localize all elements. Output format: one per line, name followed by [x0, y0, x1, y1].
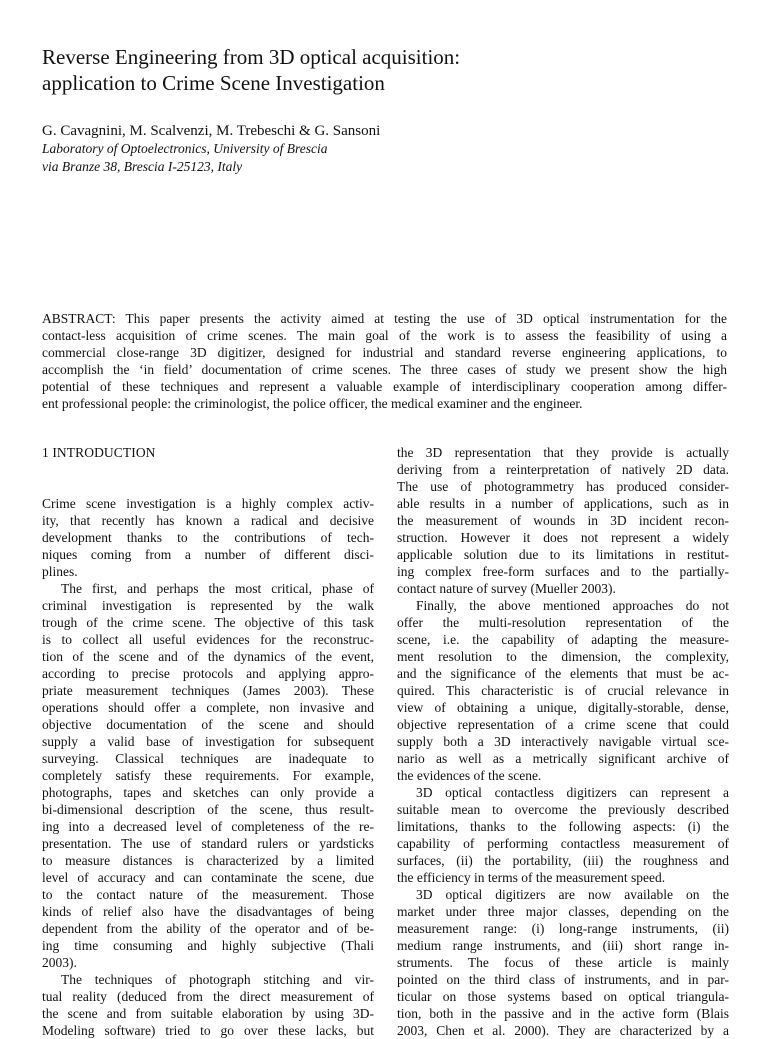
- body-line: struments. The focus of these article is mainly: [397, 955, 729, 970]
- body-line: Modeling software) tried to go over these lacks, but: [42, 1023, 374, 1038]
- body-line: supply a valid base of investigation for subsequent: [42, 734, 374, 749]
- body-line: bi-dimensional description of the scene, thus result-: [42, 802, 374, 817]
- body-line: kinds of relief also have the disadvantages of being: [42, 904, 374, 919]
- body-line: niques coming from a number of different disci-: [42, 547, 374, 562]
- body-line: completely satisfy these requirements. For example,: [42, 768, 374, 783]
- affiliation-line: via Branze 38, Brescia I-25123, Italy: [42, 158, 243, 174]
- body-line: ing complex free-form surfaces and to the partially-: [397, 564, 729, 579]
- right-column: [397, 444, 729, 1039]
- body-line: contact nature of survey (Mueller 2003).: [397, 581, 616, 596]
- heading-spacer: [42, 461, 374, 495]
- body-line: 3D optical contactless digitizers can represent a: [416, 785, 729, 800]
- abstract-line: ent professional people: the criminologist, the police officer, the medical examiner and the engineer.: [42, 396, 583, 411]
- section-heading: 1 INTRODUCTION: [42, 445, 156, 460]
- body-line: Crime scene investigation is a highly complex activ-: [42, 496, 374, 511]
- body-line: The use of photogrammetry has produced consider-: [397, 479, 729, 494]
- body-line: the 3D representation that they provide is actually: [397, 445, 729, 460]
- body-line: presentation. The use of standard rulers or yardsticks: [42, 836, 374, 851]
- body-line: ity, that recently has known a radical and decisive: [42, 513, 374, 528]
- body-line: capability of performing contactless measurement of: [397, 836, 729, 851]
- body-line: struction. However it does not represent a widely: [397, 530, 729, 545]
- author-list: G. Cavagnini, M. Scalvenzi, M. Trebeschi & G. Sansoni: [42, 123, 381, 139]
- body-line: 3D optical digitizers are now available on the: [416, 887, 729, 902]
- body-line: plines.: [42, 564, 78, 579]
- body-line: Finally, the above mentioned approaches do not: [416, 598, 729, 613]
- body-line: surfaces, (ii) the portability, (iii) the roughness and: [397, 853, 729, 868]
- body-line: deriving from a reinterpretation of natively 2D data.: [397, 462, 729, 477]
- body-line: able results in a number of applications, such as in: [397, 496, 729, 511]
- body-line: supply both a 3D interactively navigable virtual sce-: [397, 734, 729, 749]
- body-line: medium range instruments, and (iii) short range in-: [397, 938, 729, 953]
- body-line: according to precise protocols and applying appro-: [42, 666, 374, 681]
- abstract: [42, 310, 727, 412]
- body-line: tion, both in the passive and in the active form (Blais: [397, 1006, 729, 1021]
- body-line: the measurement of wounds in 3D incident recon-: [397, 513, 729, 528]
- body-line: surveying. Classical techniques are inadequate to: [42, 751, 374, 766]
- body-line: limitations, thanks to the following aspects: (i) the: [397, 819, 729, 834]
- paper-title: [42, 44, 722, 96]
- body-line: development thanks to the contributions of tech-: [42, 530, 374, 545]
- body-line: criminal investigation is represented by the walk: [42, 598, 374, 613]
- body-line: objective representation of a crime scene that could: [397, 717, 729, 732]
- body-line: dependent from the ability of the operator and of be-: [42, 921, 374, 936]
- abstract-line: accomplish the ‘in field’ documentation of crime scenes. The three cases of study we present show the high: [42, 362, 727, 377]
- body-line: 2003, Chen et al. 2000). They are characterized by a: [397, 1023, 729, 1038]
- body-line: tion of the scene and of the dynamics of the event,: [42, 649, 374, 664]
- body-line: pointed on the third class of instruments, and in par-: [397, 972, 729, 987]
- body-line: nario as well as a metrically significant archive of: [397, 751, 729, 766]
- body-line: trough of the crime scene. The objective of this task: [42, 615, 374, 630]
- body-line: tual reality (deduced from the direct measurement of: [42, 989, 374, 1004]
- body-line: objective documentation of the scene and should: [42, 717, 374, 732]
- body-line: ticular on those systems based on optical triangula-: [397, 989, 729, 1004]
- abstract-line: contact-less acquisition of crime scenes. The main goal of the work is to assess the feasibility of using a: [42, 328, 727, 343]
- body-line: to measure distances is characterized by a limited: [42, 853, 374, 868]
- body-line: The techniques of photograph stitching and vir-: [61, 972, 374, 987]
- title-line: Reverse Engineering from 3D optical acquisition:: [42, 45, 461, 69]
- body-line: and the significance of the elements that must be ac-: [397, 666, 729, 681]
- affiliation: [42, 140, 722, 175]
- body-line: The first, and perhaps the most critical, phase of: [61, 581, 374, 596]
- body-line: is to collect all useful evidences for the reconstruc-: [42, 632, 374, 647]
- abstract-line: ABSTRACT: This paper presents the activity aimed at testing the use of 3D optical instrumentation for the: [42, 311, 727, 326]
- body-line: scene, i.e. the capability of adapting the measure-: [397, 632, 729, 647]
- body-line: applicable solution due to its limitations in restitut-: [397, 547, 729, 562]
- body-line: to the contact nature of the measurement. Those: [42, 887, 374, 902]
- body-line: the scene and from suitable elaboration by using 3D-: [42, 1006, 374, 1021]
- body-line: 2003).: [42, 955, 77, 970]
- abstract-line: commercial close-range 3D digitizer, designed for industrial and standard reverse engineering applications, to: [42, 345, 727, 360]
- body-line: view of obtaining a unique, digitally-storable, dense,: [397, 700, 729, 715]
- body-line: ment resolution to the dimension, the complexity,: [397, 649, 729, 664]
- body-line: quired. This characteristic is of crucial relevance in: [397, 683, 729, 698]
- body-line: ing time consuming and highly subjective (Thali: [42, 938, 374, 953]
- body-line: the efficiency in terms of the measurement speed.: [397, 870, 666, 885]
- body-line: level of accuracy and can contaminate the scene, due: [42, 870, 374, 885]
- body-line: the evidences of the scene.: [397, 768, 542, 783]
- body-line: market under three major classes, depending on the: [397, 904, 729, 919]
- left-column: [42, 444, 374, 1039]
- body-line: offer the multi-resolution representation of the: [397, 615, 729, 630]
- body-line: priate measurement techniques (James 2003). These: [42, 683, 374, 698]
- body-line: measurement range: (i) long-range instruments, (ii): [397, 921, 729, 936]
- affiliation-line: Laboratory of Optoelectronics, University of Brescia: [42, 141, 328, 156]
- abstract-line: potential of these techniques and represent a valuable example of interdisciplinary cooperation among differ-: [42, 379, 727, 394]
- title-line: application to Crime Scene Investigation: [42, 71, 385, 95]
- body-line: suitable mean to overcome the previously described: [397, 802, 729, 817]
- body-line: ing into a decreased level of completeness of the re-: [42, 819, 374, 834]
- body-line: photographs, tapes and sketches can only provide a: [42, 785, 374, 800]
- body-line: operations should offer a complete, non invasive and: [42, 700, 374, 715]
